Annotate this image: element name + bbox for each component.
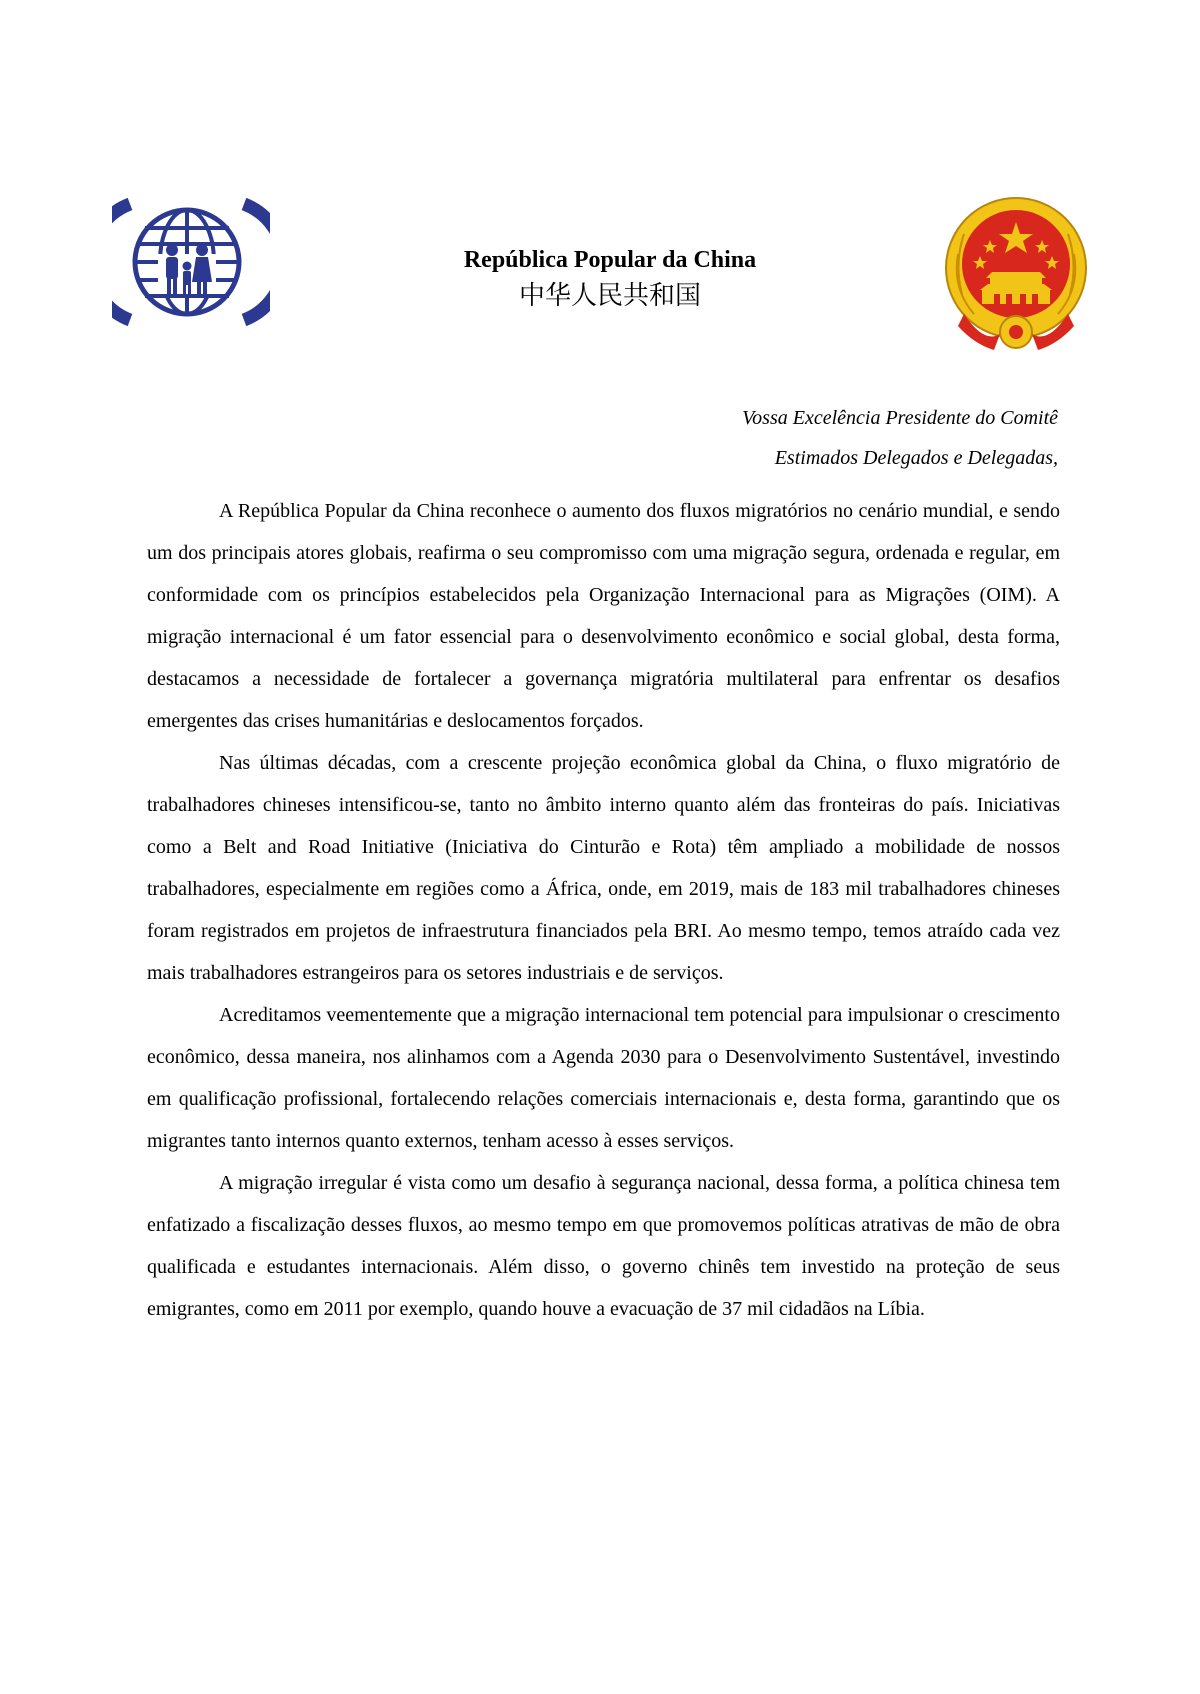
salutation [358, 398, 1058, 478]
body-paragraph-3: Acreditamos veementemente que a migração internacional tem potencial para impulsionar o crescimento econômico, dessa maneira, nos alinhamos com a Agenda 2030 para o Desenvolvimento Sustentável, investindo em qualificação profissional, fortalecendo relações comerciais internacionais e, desta forma, garantindo que os migrantes tanto internos quanto externos, tenham acesso à esses serviços. [147, 1004, 1060, 1152]
iom-logo-graphic [112, 194, 270, 330]
salutation-line-2: Estimados Delegados e Delegadas, [774, 447, 1058, 469]
document-body [147, 490, 1060, 1330]
document-subtitle-chinese: 中华人民共和国 [518, 281, 701, 311]
body-paragraph-2: Nas últimas décadas, com a crescente projeção econômica global da China, o fluxo migratório de trabalhadores chineses intensificou-se, tanto no âmbito interno quanto além das fronteiras do país. Iniciativas como a Belt and Road Initiative (Iniciativa do Cinturão e Rota) têm ampliado a mobilidade de nossos trabalhadores, especialmente em regiões como a África, onde, em 2019, mais de 183 mil trabalhadores chineses foram registrados em projetos de infraestrutura financiados pela BRI. Ao mesmo tempo, temos atraído cada vez mais trabalhadores estrangeiros para os setores industriais e de serviços. [147, 752, 1060, 984]
body-paragraph-1: A República Popular da China reconhece o aumento dos fluxos migratórios no cenário mundial, e sendo um dos principais atores globais, reafirma o seu compromisso com uma migração segura, ordenada e regular, em conformidade com os princípios estabelecidos pela Organização Internacional para as Migrações (OIM). A migração internacional é um fator essencial para o desenvolvimento econômico e social global, desta forma, destacamos a necessidade de fortalecer a governança migratória multilateral para enfrentar os desafios emergentes das crises humanitárias e deslocamentos forçados. [147, 500, 1060, 732]
document-title: República Popular da China [463, 247, 757, 273]
china-emblem-graphic [944, 194, 1088, 356]
china-national-emblem-icon [944, 194, 1088, 356]
body-paragraph-4: A migração irregular é vista como um desafio à segurança nacional, dessa forma, a política chinesa tem enfatizado a fiscalização desses fluxos, ao mesmo tempo em que promovemos políticas atrativas de mão de obra qualificada e estudantes internacionais. Além disso, o governo chinês tem investido na proteção de seus emigrantes, como em 2011 por exemplo, quando houve a evacuação de 37 mil cidadãos na Líbia. [147, 1172, 1060, 1320]
document-header [380, 244, 840, 316]
iom-logo-icon [112, 194, 270, 330]
salutation-line-1: Vossa Excelência Presidente do Comitê [742, 407, 1058, 429]
